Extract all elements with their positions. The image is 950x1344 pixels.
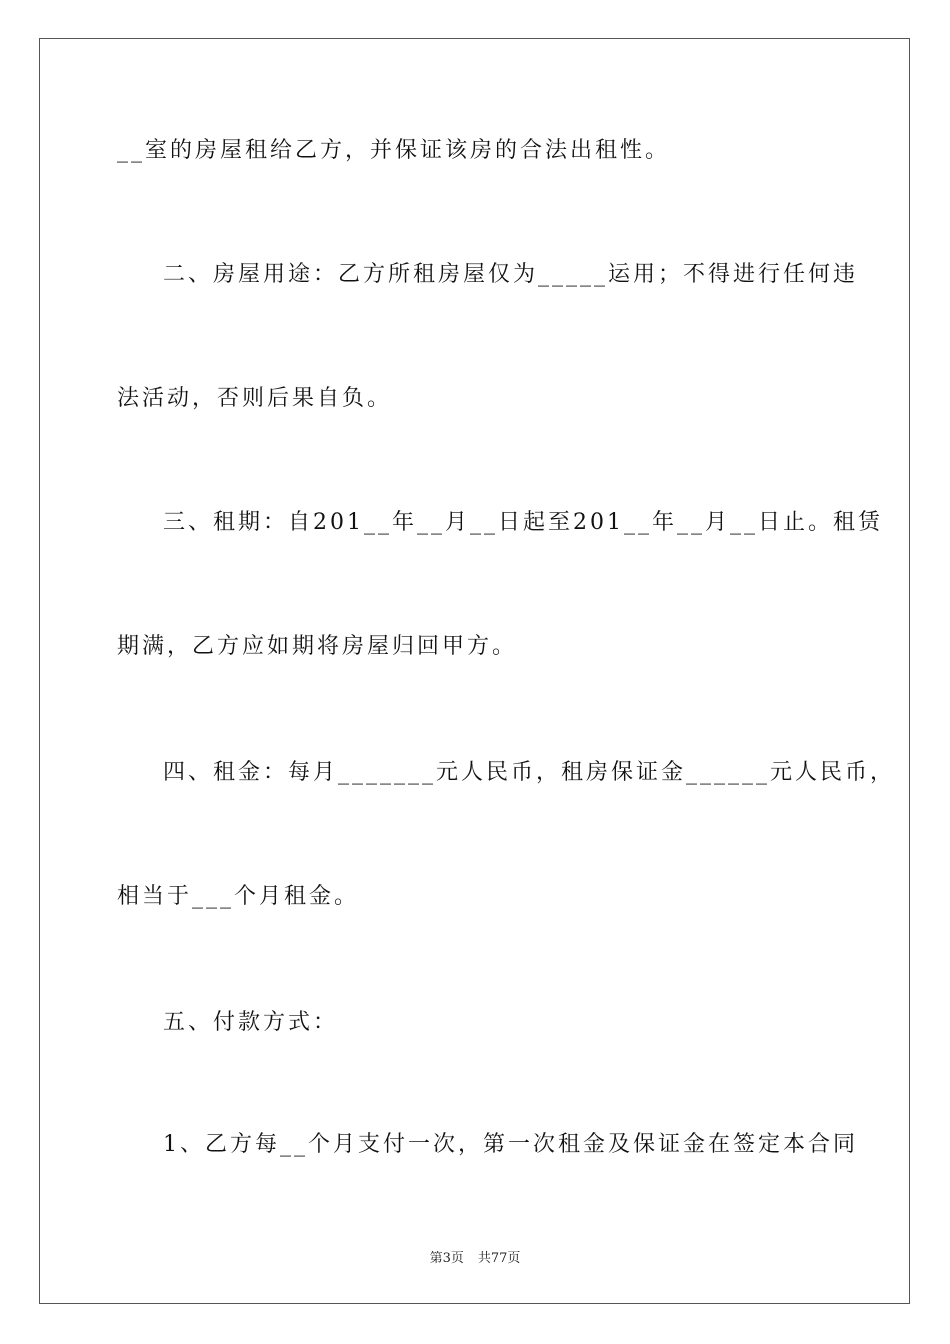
page-number-total: 共77页 bbox=[477, 1251, 521, 1266]
paragraph-line-6: 四、租金：每月_______元人民币，租房保证金______元人民币， bbox=[163, 760, 896, 785]
paragraph-line-7: 相当于___个月租金。 bbox=[117, 884, 360, 909]
page-number-current: 第3页 bbox=[429, 1251, 464, 1266]
page-frame bbox=[39, 38, 910, 1304]
paragraph-line-5: 期满，乙方应如期将房屋归回甲方。 bbox=[117, 634, 518, 659]
paragraph-line-9: 1、乙方每__个月支付一次，第一次租金及保证金在签定本合同 bbox=[163, 1132, 858, 1157]
paragraph-line-3: 法活动，否则后果自负。 bbox=[117, 386, 393, 411]
page-footer bbox=[0, 1247, 950, 1266]
paragraph-line-1: __室的房屋租给乙方，并保证该房的合法出租性。 bbox=[117, 138, 671, 163]
paragraph-line-8: 五、付款方式： bbox=[163, 1010, 339, 1035]
paragraph-line-2: 二、房屋用途：乙方所租房屋仅为_____运用；不得进行任何违 bbox=[163, 262, 859, 287]
paragraph-line-4: 三、租期：自201__年__月__日起至201__年__月__日止。租赁 bbox=[163, 510, 883, 535]
